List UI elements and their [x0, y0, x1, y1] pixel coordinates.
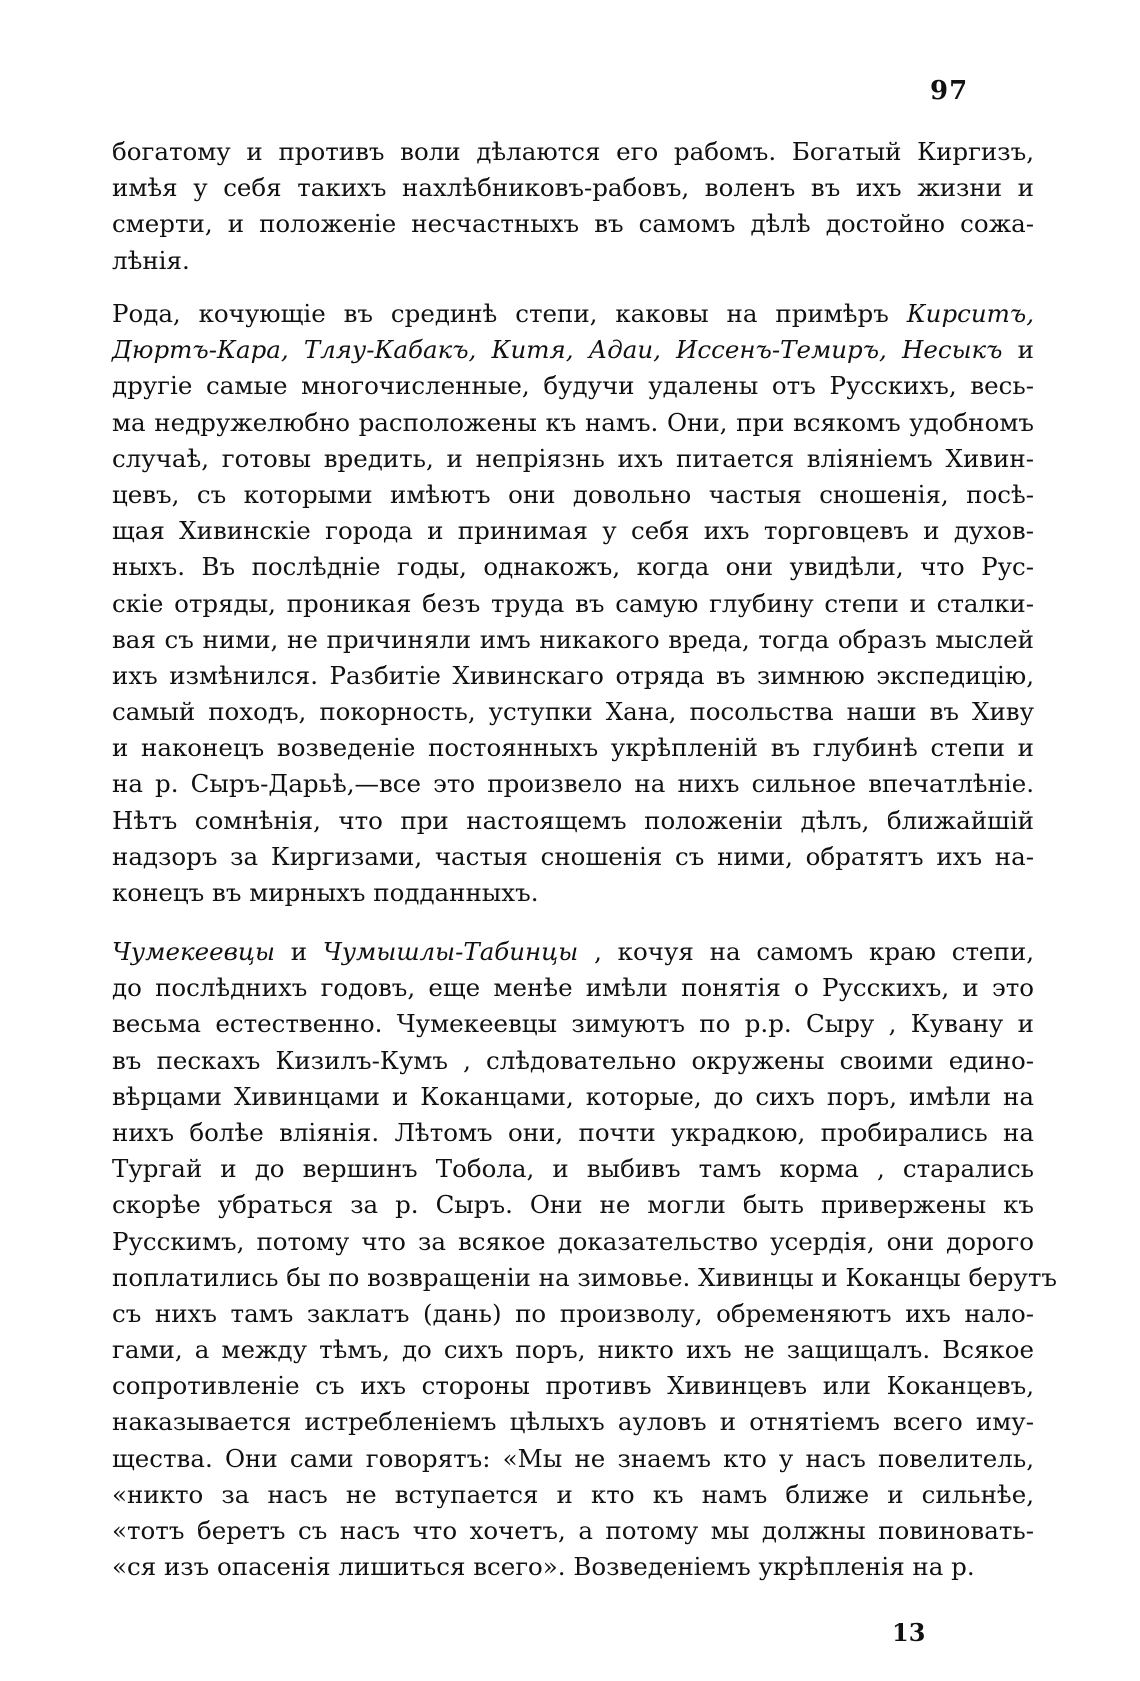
text-line: богатому и противъ воли дѣлаются его рабомъ. Богатый Киргизъ, — [112, 137, 1034, 166]
text-line: Чумекеевцы и Чумышлы-Табинцы , кочуя на самомъ краю степи, — [112, 937, 1034, 966]
text-line: скіе отряды, проникая безъ труда въ самую глубину степи и сталки- — [112, 588, 1034, 618]
text-line: скорѣе убраться за р. Сыръ. Они не могли быть привержены къ — [112, 1190, 1034, 1220]
paragraph-3 — [112, 934, 1057, 1585]
text-line: самый походъ, покорность, уступки Хана, посольства наши въ Хиву — [112, 697, 1034, 727]
text-line: до послѣднихъ годовъ, еще менѣе имѣли понятія о Русскихъ, и это — [112, 973, 1034, 1003]
text-line: другіе самые многочисленные, будучи удалены отъ Русскихъ, весь- — [112, 371, 1034, 401]
paragraph-2 — [112, 296, 1034, 911]
text-line: гами, а между тѣмъ, до сихъ поръ, никто ихъ не защищалъ. Всякое — [112, 1335, 1034, 1365]
text-line: конецъ въ мирныхъ подданныхъ. — [112, 878, 539, 907]
text-line: въ пескахъ Кизилъ-Кумъ , слѣдовательно окружены своими едино- — [112, 1045, 1034, 1075]
text-line: случаѣ, готовы вредить, и непріязнь ихъ питается вліяніемъ Хивин- — [112, 443, 1034, 473]
paragraph-1 — [112, 134, 1034, 279]
page-number: 97 — [930, 76, 969, 106]
text-line: Тургай и до вершинъ Тобола, и выбивъ тамъ корма , старались — [112, 1154, 1034, 1184]
text-line: вѣрцами Хивинцами и Коканцами, которые, до сихъ поръ, имѣли на — [112, 1081, 1034, 1111]
text-line: поплатились бы по возвращеніи на зимовье. Хивинцы и Коканцы берутъ — [112, 1262, 1057, 1292]
text-line: щая Хивинскіе города и принимая у себя ихъ торговцевъ и духов- — [112, 516, 1034, 546]
text-line: сопротивленіе съ ихъ стороны противъ Хивинцевъ или Коканцевъ, — [112, 1371, 1034, 1401]
text-line: лѣнія. — [112, 245, 190, 275]
text-line: съ нихъ тамъ заклатъ (дань) по произволу, обременяютъ ихъ нало- — [112, 1298, 1034, 1328]
text-line: и наконецъ возведеніе постоянныхъ укрѣпленій въ глубинѣ степи и — [112, 733, 1034, 763]
text-line: на р. Сыръ-Дарьѣ,—все это произвело на нихъ сильное впечатлѣніе. — [112, 769, 1034, 799]
text-line: «ся изъ опасенія лишиться всего». Возведеніемъ укрѣпленія на р. — [112, 1552, 975, 1582]
text-line: имѣя у себя такихъ нахлѣбниковъ-рабовъ, воленъ въ ихъ жизни и — [112, 173, 1034, 203]
text-line: щества. Они сами говорятъ: «Мы не знаемъ кто у насъ повелитель, — [112, 1443, 1034, 1473]
text-line: нихъ болѣе вліянія. Лѣтомъ они, почти украдкою, пробирались на — [112, 1117, 1034, 1147]
text-line: весьма естественно. Чумекеевцы зимуютъ по р.р. Сыру , Кувану и — [112, 1009, 1034, 1039]
text-line: Рода, кочующіе въ срединѣ степи, каковы на примѣръ Кирситъ, — [112, 299, 1034, 328]
text-line: Нѣтъ сомнѣнія, что при настоящемъ положеніи дѣлъ, ближайшій — [112, 805, 1034, 835]
text-line: Русскимъ, потому что за всякое доказательство усердія, они дорого — [112, 1226, 1034, 1256]
text-line: ихъ измѣнился. Разбитіе Хивинскаго отряда въ зимнюю экспедицію, — [112, 660, 1034, 690]
text-line: ныхъ. Въ послѣдніе годы, однакожъ, когда они увидѣли, что Рус- — [112, 552, 1034, 582]
text-line: «никто за насъ не вступается и кто къ намъ ближе и сильнѣе, — [112, 1479, 1034, 1509]
text-line: ма недружелюбно расположены къ намъ. Они, при всякомъ удобномъ — [112, 407, 1034, 437]
text-line: «тотъ беретъ съ насъ что хочетъ, а потому мы должны повиновать- — [112, 1516, 1034, 1545]
text-line: Дюртъ-Кара, Тляу-Кабакъ, Китя, Адаи, Иссенъ-Темиръ, Несыкъ и — [112, 335, 1034, 365]
text-line: вая съ ними, не причиняли имъ никакого вреда, тогда образъ мыслей — [112, 624, 1034, 654]
signature-mark: 13 — [892, 1618, 926, 1647]
text-line: смерти, и положеніе несчастныхъ въ самомъ дѣлѣ достойно сожа- — [112, 209, 1034, 239]
text-line: цевъ, съ которыми имѣютъ они довольно частыя сношенія, посѣ- — [112, 479, 1034, 509]
text-line: наказывается истребленіемъ цѣлыхъ ауловъ и отнятіемъ всего иму- — [112, 1407, 1034, 1437]
text-line: надзоръ за Киргизами, частыя сношенія съ ними, обратятъ ихъ на- — [112, 841, 1034, 871]
